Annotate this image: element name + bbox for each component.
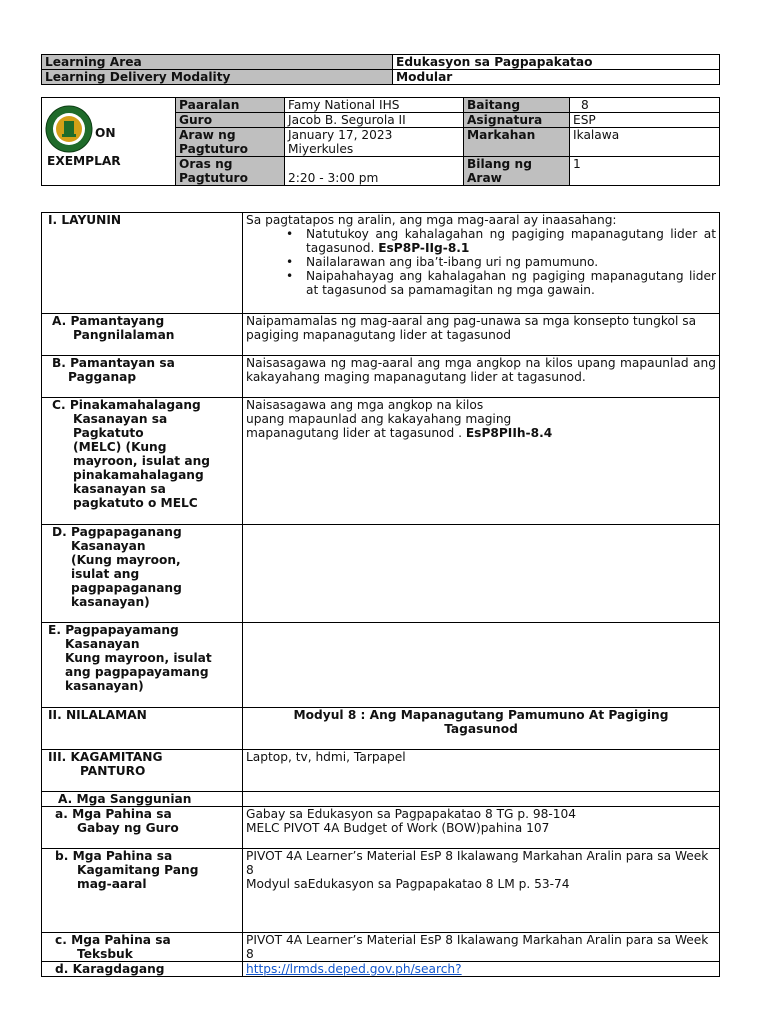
nilalaman-label: II. NILALAMAN <box>42 708 243 750</box>
baitang-label: Baitang <box>464 98 570 113</box>
guro-label: Guro <box>176 113 285 128</box>
asignatura-value: ESP <box>570 113 720 128</box>
pagpapayamang-value <box>243 623 720 708</box>
learning-area-label: Learning Area <box>42 55 393 70</box>
layunin-list <box>246 227 716 297</box>
sanggunian-value <box>243 792 720 807</box>
teksbuk-label: c. Mga Pahina sa Teksbuk <box>42 933 243 962</box>
lesson-plan-table <box>41 212 720 977</box>
gabay-value: Gabay sa Edukasyon sa Pagpapakatao 8 TG p. 98-104 MELC PIVOT 4A Budget of Work (BOW)pahina 107 <box>243 807 720 849</box>
markahan-value: Ikalawa <box>570 128 720 157</box>
melc-value: Naisasagawa ang mga angkop na kilos upang mapaunlad ang kakayahang maging mapanagutang lider at tagasunod . EsP8PIIh-8.4 <box>243 398 720 525</box>
paaralan-value: Famy National IHS <box>285 98 464 113</box>
layunin-value <box>243 213 720 314</box>
kagamitan-value: Laptop, tv, hdmi, Tarpapel <box>243 750 720 792</box>
layunin-item-1: • Natutukoy ang kahalagahan ng pagiging mapanagutang lider at tagasunod. EsP8P-IIg-8.1 <box>306 227 716 255</box>
pamantayang-value: Naipamamalas ng mag-aaral ang pag-unawa sa mga konsepto tungkol sa pagiging mapanagutang lider at tagasunod <box>243 314 720 356</box>
oras-label: Oras ng Pagtuturo <box>176 157 285 186</box>
layunin-intro: Sa pagtatapos ng aralin, ang mga mag-aaral ay inaasahang: <box>246 213 617 227</box>
kagamitan-label: III. KAGAMITANG PANTURO <box>42 750 243 792</box>
gabay-label: a. Mga Pahina sa Gabay ng Guro <box>42 807 243 849</box>
bilang-label: Bilang ng Araw <box>464 157 570 186</box>
nilalaman-value: Modyul 8 : Ang Mapanagutang Pamumuno At Pagiging Tagasunod <box>243 708 720 750</box>
learning-area-table <box>41 54 720 85</box>
teksbuk-value: PIVOT 4A Learner’s Material EsP 8 Ikalawang Markahan Aralin para sa Week 8 <box>243 933 720 962</box>
modality-label: Learning Delivery Modality <box>42 70 393 85</box>
lesson-info-table <box>41 97 720 186</box>
learning-area-value: Edukasyon sa Pagpapakatao <box>393 55 720 70</box>
layunin-label: I. LAYUNIN <box>42 213 243 314</box>
melc-label: C. Pinakamahalagang Kasanayan sa Pagkatuto (MELC) (Kung mayroon, isulat ang pinakamahalagang kasanayan sa pagkatuto o MELC <box>42 398 243 525</box>
modality-value: Modular <box>393 70 720 85</box>
pamantayang-label: A. Pamantayang Pangnilalaman <box>42 314 243 356</box>
baitang-value: 8 <box>570 98 720 113</box>
pagpapayamang-label: E. Pagpapayamang Kasanayan Kung mayroon, isulat ang pagpapayamang kasanayan) <box>42 623 243 708</box>
araw-label: Araw ng Pagtuturo <box>176 128 285 157</box>
kagamitang-pang-value: PIVOT 4A Learner’s Material EsP 8 Ikalawang Markahan Aralin para sa Week 8 Modyul saEdukasyon sa Pagpapakatao 8 LM p. 53-74 <box>243 849 720 933</box>
oras-value: 2:20 - 3:00 pm <box>285 157 464 186</box>
exemplar-title-1: ON <box>95 126 116 140</box>
kagamitang-pang-label: b. Mga Pahina sa Kagamitang Pang mag-aaral <box>42 849 243 933</box>
araw-value: January 17, 2023 Miyerkules <box>285 128 464 157</box>
bilang-value: 1 <box>570 157 720 186</box>
pagganap-label: B. Pamantayan sa Pagganap <box>42 356 243 398</box>
layunin-item-2: • Nailalarawan ang iba’t-ibang uri ng pamumuno. <box>306 255 716 269</box>
pagpapaganang-value <box>243 525 720 623</box>
layunin-item-3: • Naipahahayag ang kahalagahan ng pagiging mapanagutang lider at tagasunod sa pamamagitan ng mga gawain. <box>306 269 716 297</box>
school-seal-icon <box>45 105 93 153</box>
pagpapaganang-label: D. Pagpapaganang Kasanayan (Kung mayroon, isulat ang pagpapaganang kasanayan) <box>42 525 243 623</box>
asignatura-label: Asignatura <box>464 113 570 128</box>
lrmds-link[interactable]: https://lrmds.deped.gov.ph/search? <box>246 962 462 976</box>
karagdagang-value <box>243 962 720 977</box>
paaralan-label: Paaralan <box>176 98 285 113</box>
pagganap-value: Naisasagawa ng mag-aaral ang mga angkop na kilos upang mapaunlad ang kakayahang maging mapanagutang lider at tagasunod. <box>243 356 720 398</box>
guro-value: Jacob B. Segurola II <box>285 113 464 128</box>
exemplar-title-2: EXEMPLAR <box>47 154 121 168</box>
karagdagang-label: d. Karagdagang <box>42 962 243 977</box>
sanggunian-label: A. Mga Sanggunian <box>42 792 243 807</box>
markahan-label: Markahan <box>464 128 570 157</box>
